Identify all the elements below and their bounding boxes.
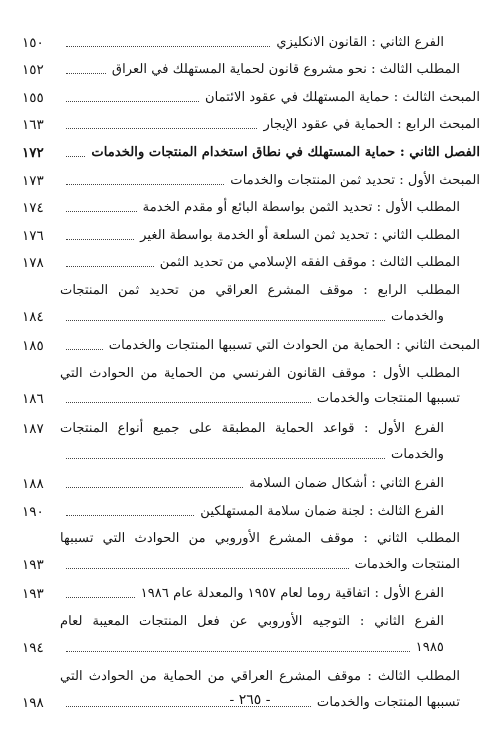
dot-leader	[66, 597, 135, 598]
toc-entry	[22, 357, 480, 385]
toc-entry	[22, 247, 480, 275]
dot-leader	[66, 211, 137, 212]
toc-entry-page-number: ١٧٣	[22, 172, 44, 189]
toc-entry-page-number: ١٧٨	[22, 255, 44, 272]
toc-entry	[22, 605, 480, 633]
toc-entry	[22, 412, 480, 440]
toc-entry	[22, 661, 480, 689]
dot-leader	[66, 239, 134, 240]
dot-leader	[66, 101, 199, 102]
toc-entry-page-number: ١٧٤	[22, 200, 44, 217]
toc-entry	[22, 330, 480, 358]
toc-entry	[22, 468, 480, 496]
toc-entry-page-number: ١٩٨	[22, 694, 44, 711]
toc-entry-title: المطلب الثالث : موقف الفقه الإسلامي من تحديد الثمن	[159, 255, 460, 271]
dot-leader	[66, 128, 257, 129]
toc-entry-page-number: ١٥٢	[22, 62, 44, 79]
dot-leader	[66, 266, 154, 267]
toc-entry-page-number: ١٩٣	[22, 586, 44, 603]
toc-entry-page-number: ١٩٠	[22, 503, 44, 520]
toc-entry-title: المطلب الأول : تحديد الثمن بواسطة البائع أو مقدم الخدمة	[142, 200, 460, 216]
dot-leader	[66, 349, 103, 350]
toc-entry-page-number: ١٧٦	[22, 227, 44, 244]
toc-entry-title: الفرع الثاني : أشكال ضمان السلامة	[249, 476, 444, 492]
dot-leader	[66, 402, 311, 403]
toc-entry-title: المطلب الأول : موقف القانون الفرنسي من الحماية من الحوادث التي	[60, 365, 460, 381]
toc-entry-page-number: ١٨٨	[22, 476, 44, 493]
dot-leader	[66, 458, 385, 459]
toc-entry	[22, 274, 480, 302]
toc-entry-page-number: ١٨٤	[22, 308, 44, 325]
toc-entry	[22, 26, 480, 54]
toc-entry-title: المطلب الثالث : نحو مشروع قانون لحماية المستهلك في العراق	[111, 62, 460, 78]
toc-entry	[22, 550, 480, 578]
toc-entry-title: تسببها المنتجات والخدمات	[316, 391, 460, 407]
toc-entry-title: المبحث الثالث : حماية المستهلك في عقود الائتمان	[204, 89, 480, 105]
toc-entry-title: الفرع الأول : قواعد الحماية المطبقة على جميع أنواع المنتجات	[60, 420, 444, 436]
toc-entry-title: المبحث الثاني : الحماية من الحوادث التي تسببها المنتجات والخدمات	[108, 338, 480, 354]
page-number-footer: - ٢٦٥ -	[229, 692, 271, 708]
toc-entry-title: الفرع الثالث : لجنة ضمان سلامة المستهلكين	[200, 503, 444, 519]
toc-entry-title: المبحث الأول : تحديد ثمن المنتجات والخدمات	[230, 172, 480, 188]
toc-entry-page-number: ١٩٤	[22, 639, 44, 656]
toc-entry-page-number: ١٨٧	[22, 420, 44, 437]
toc-entry	[22, 440, 480, 468]
toc-entry-page-number: ١٦٣	[22, 117, 44, 134]
toc-entry	[22, 54, 480, 82]
toc-entry	[22, 109, 480, 137]
toc-entry	[22, 385, 480, 413]
dot-leader	[66, 156, 85, 157]
toc-entry-title: والخدمات	[391, 446, 444, 462]
toc-entry-title: المطلب الثالث : موقف المشرع العراقي من الحماية من الحوادث التي	[60, 669, 460, 685]
toc-entry	[22, 633, 480, 661]
toc-entry-title: الفرع الثاني : القانون الانكليزي	[276, 34, 444, 50]
dot-leader	[66, 568, 349, 569]
toc-entry	[22, 578, 480, 606]
toc-entry-title: المطلب الثاني : موقف المشرع الأوروبي من الحوادث التي تسببها	[60, 531, 460, 547]
dot-leader	[66, 73, 106, 74]
toc-entry-title: ١٩٨٥	[415, 639, 444, 655]
toc-entry-title: المطلب الثاني : تحديد ثمن السلعة أو الخدمة بواسطة الغير	[140, 227, 460, 243]
toc-entry-title: تسببها المنتجات والخدمات	[316, 694, 460, 710]
toc-entry-title: المطلب الرابع : موقف المشرع العراقي من تحديد ثمن المنتجات	[60, 282, 460, 298]
toc-entry	[22, 219, 480, 247]
dot-leader	[66, 487, 243, 488]
table-of-contents	[22, 26, 480, 716]
toc-entry	[22, 192, 480, 220]
dot-leader	[66, 46, 270, 47]
toc-entry-title: المبحث الرابع : الحماية في عقود الإيجار	[263, 117, 480, 133]
toc-entry-title: والخدمات	[391, 308, 444, 324]
dot-leader	[66, 184, 224, 185]
toc-entry-page-number: ١٥٥	[22, 89, 44, 106]
toc-entry	[22, 164, 480, 192]
toc-entry	[22, 302, 480, 330]
toc-entry-title: الفرع الثاني : التوجيه الأوروبي عن فعل المنتجات المعيبة لعام	[60, 614, 444, 630]
toc-entry-page-number: ١٨٥	[22, 338, 44, 355]
toc-entry-page-number: ١٨٦	[22, 391, 44, 408]
toc-entry	[22, 136, 480, 164]
dot-leader	[66, 651, 410, 652]
toc-entry	[22, 495, 480, 523]
toc-entry	[22, 81, 480, 109]
toc-entry-title: الفصل الثاني : حماية المستهلك في نطاق استخدام المنتجات والخدمات	[91, 144, 480, 160]
toc-entry	[22, 523, 480, 551]
toc-entry-title: الفرع الأول : اتفاقية روما لعام ١٩٥٧ والمعدلة عام ١٩٨٦	[140, 586, 444, 602]
dot-leader	[66, 515, 194, 516]
dot-leader	[66, 320, 385, 321]
toc-entry-page-number: ١٧٢	[22, 144, 44, 161]
toc-entry-page-number: ١٥٠	[22, 34, 44, 51]
toc-entry-page-number: ١٩٣	[22, 556, 44, 573]
toc-entry-title: المنتجات والخدمات	[354, 556, 460, 572]
